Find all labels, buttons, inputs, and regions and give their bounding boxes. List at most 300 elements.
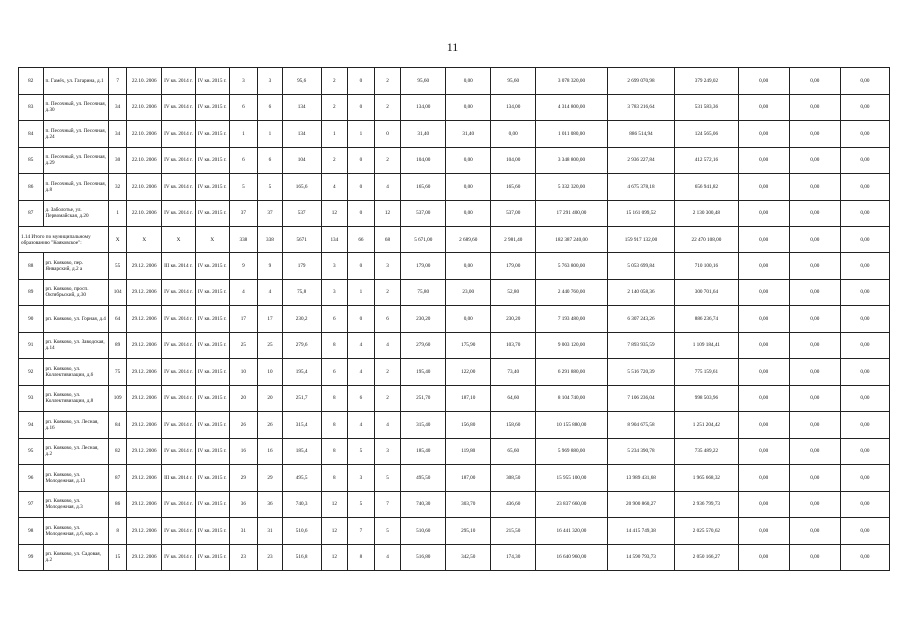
cell-c2: 5 <box>258 174 283 201</box>
cell-area1: 185,4 <box>282 438 321 465</box>
cell-num: 92 <box>19 359 44 386</box>
cell-q2: IV кв. 2015 г. <box>195 465 229 492</box>
cell-z1: 0,00 <box>738 438 789 465</box>
table-row <box>19 465 890 492</box>
cell-n1: 8 <box>321 412 348 439</box>
cell-z3: 0,00 <box>840 332 889 359</box>
cell-s3: 775 159,61 <box>675 359 738 386</box>
cell-address: рп. Кояково, ул. Молодежная, д.6, кор. а <box>43 518 108 545</box>
cell-n2: 0 <box>348 200 375 227</box>
cell-s2: 7 106 236,04 <box>607 385 674 412</box>
cell-num: 87 <box>19 200 44 227</box>
cell-z3: 0,00 <box>840 359 889 386</box>
cell-n2: 6 <box>348 385 375 412</box>
cell-a2: 2 689,60 <box>446 227 491 253</box>
cell-a3: 134,00 <box>491 94 536 121</box>
cell-s3: 735 489,22 <box>675 438 738 465</box>
cell-z2: 0,00 <box>789 253 840 280</box>
cell-s3: 2 936 799,73 <box>675 491 738 518</box>
cell-s2: 5 234 390,78 <box>607 438 674 465</box>
cell-z3: 0,00 <box>840 253 889 280</box>
cell-n2: 0 <box>348 68 375 95</box>
cell-a2: 0,00 <box>446 68 491 95</box>
cell-q2: IV кв. 2015 г. <box>195 306 229 333</box>
cell-z3: 0,00 <box>840 200 889 227</box>
cell-a3: 73,40 <box>491 359 536 386</box>
cell-address: п. Песочный, ул. Песочная, д.24 <box>43 121 108 148</box>
cell-s3: 531 583,36 <box>675 94 738 121</box>
cell-num: 94 <box>19 412 44 439</box>
cell-c1: 36 <box>229 491 258 518</box>
cell-s1: 17 291 400,00 <box>536 200 608 227</box>
cell-c1: 29 <box>229 465 258 492</box>
cell-num: 98 <box>19 518 44 545</box>
cell-z3: 0,00 <box>840 227 889 253</box>
cell-date: 29.12. 2006 <box>127 306 162 333</box>
cell-z2: 0,00 <box>789 121 840 148</box>
cell-date: 22.10. 2006 <box>127 94 162 121</box>
cell-a2: 187,00 <box>446 465 491 492</box>
cell-z2: 0,00 <box>789 359 840 386</box>
cell-n2: 0 <box>348 253 375 280</box>
cell-z1: 0,00 <box>738 147 789 174</box>
cell-a2: 0,00 <box>446 253 491 280</box>
cell-s3: 1 965 668,32 <box>675 465 738 492</box>
cell-n2: 0 <box>348 306 375 333</box>
cell-a3: 174,30 <box>491 544 536 571</box>
cell-z1: 0,00 <box>738 412 789 439</box>
cell-c2: 338 <box>258 227 283 253</box>
cell-a3: 215,50 <box>491 518 536 545</box>
cell-num: 96 <box>19 465 44 492</box>
table-row <box>19 200 890 227</box>
cell-n3: 4 <box>374 174 401 201</box>
cell-date: 29.12. 2006 <box>127 544 162 571</box>
cell-z1: 0,00 <box>738 174 789 201</box>
cell-q2: IV кв. 2015 г. <box>195 253 229 280</box>
cell-c2: 31 <box>258 518 283 545</box>
cell-date: X <box>127 227 162 253</box>
cell-z3: 0,00 <box>840 544 889 571</box>
cell-n3: 68 <box>374 227 401 253</box>
cell-q1: IV кв. 2014 г. <box>162 385 196 412</box>
cell-c1: 25 <box>229 332 258 359</box>
cell-n2: 3 <box>348 465 375 492</box>
cell-q2: IV кв. 2015 г. <box>195 200 229 227</box>
cell-s1: 15 955 100,00 <box>536 465 608 492</box>
table-row <box>19 491 890 518</box>
cell-a2: 122,00 <box>446 359 491 386</box>
cell-s2: 5 516 720,39 <box>607 359 674 386</box>
cell-a1: 315,40 <box>401 412 446 439</box>
cell-c1: 6 <box>229 94 258 121</box>
cell-num: 82 <box>19 68 44 95</box>
cell-n3: 4 <box>374 332 401 359</box>
cell-s1: 2 440 760,00 <box>536 279 608 306</box>
cell-a3: 537,00 <box>491 200 536 227</box>
cell-c2: 6 <box>258 147 283 174</box>
cell-n2: 1 <box>348 279 375 306</box>
cell-address: рп. Кояково, ул. Лесная, д.16 <box>43 412 108 439</box>
cell-s3: 998 503,96 <box>675 385 738 412</box>
cell-z3: 0,00 <box>840 465 889 492</box>
cell-z3: 0,00 <box>840 174 889 201</box>
cell-n1: 12 <box>321 491 348 518</box>
cell-s2: 2 936 227,84 <box>607 147 674 174</box>
cell-a3: 308,50 <box>491 465 536 492</box>
cell-q1: IV кв. 2014 г. <box>162 94 196 121</box>
cell-q2: IV кв. 2015 г. <box>195 544 229 571</box>
cell-s1: 8 104 740,00 <box>536 385 608 412</box>
cell-address: д. Заболотье, ул. Первомайская, д.20 <box>43 200 108 227</box>
cell-s2: 13 989 431,68 <box>607 465 674 492</box>
cell-date: 29.12. 2006 <box>127 332 162 359</box>
table-row <box>19 438 890 465</box>
cell-q2: IV кв. 2015 г. <box>195 121 229 148</box>
cell-c1: 338 <box>229 227 258 253</box>
table-row <box>19 68 890 95</box>
cell-z1: 0,00 <box>738 385 789 412</box>
cell-c1: 23 <box>229 544 258 571</box>
cell-n2: 66 <box>348 227 375 253</box>
cell-q1: IV кв. 2014 г. <box>162 121 196 148</box>
cell-n1: 12 <box>321 544 348 571</box>
total-row <box>19 227 890 253</box>
cell-q1: IV кв. 2014 г. <box>162 412 196 439</box>
cell-num: 91 <box>19 332 44 359</box>
cell-z1: 0,00 <box>738 332 789 359</box>
cell-q1: IV кв. 2014 г. <box>162 306 196 333</box>
cell-area1: 95,6 <box>282 68 321 95</box>
cell-z2: 0,00 <box>789 68 840 95</box>
cell-s2: 2 140 058,36 <box>607 279 674 306</box>
cell-z3: 0,00 <box>840 385 889 412</box>
cell-n1: 2 <box>321 68 348 95</box>
cell-a3: 0,00 <box>491 121 536 148</box>
cell-n2: 1 <box>348 121 375 148</box>
cell-address: п. Песочный, ул. Песочная, д.29 <box>43 147 108 174</box>
cell-q2: IV кв. 2015 г. <box>195 438 229 465</box>
cell-z2: 0,00 <box>789 491 840 518</box>
cell-a2: 156,80 <box>446 412 491 439</box>
cell-address: п. Песочный, ул. Песочная, д.8 <box>43 174 108 201</box>
cell-s2: 5 053 699,84 <box>607 253 674 280</box>
cell-c2: 3 <box>258 68 283 95</box>
cell-n1: 6 <box>321 359 348 386</box>
cell-c2: 36 <box>258 491 283 518</box>
cell-a3: 165,60 <box>491 174 536 201</box>
cell-n3: 5 <box>374 518 401 545</box>
cell-area1: 740,3 <box>282 491 321 518</box>
cell-z2: 0,00 <box>789 200 840 227</box>
cell-n1: 1 <box>321 121 348 148</box>
cell-s3: 656 941,82 <box>675 174 738 201</box>
cell-s2: 3 783 216,64 <box>607 94 674 121</box>
cell-a3: 158,60 <box>491 412 536 439</box>
cell-a3: 436,60 <box>491 491 536 518</box>
cell-a2: 0,00 <box>446 306 491 333</box>
cell-a2: 187,10 <box>446 385 491 412</box>
cell-s1: 182 387 240,00 <box>536 227 608 253</box>
cell-c2: 23 <box>258 544 283 571</box>
cell-q1: IV кв. 2014 г. <box>162 518 196 545</box>
cell-area1: 5671 <box>282 227 321 253</box>
cell-a2: 23,00 <box>446 279 491 306</box>
cell-c1: 5 <box>229 174 258 201</box>
cell-n2: 5 <box>348 491 375 518</box>
cell-year: 7 <box>108 68 126 95</box>
cell-n2: 4 <box>348 412 375 439</box>
cell-c1: 3 <box>229 68 258 95</box>
cell-date: 29.12. 2006 <box>127 412 162 439</box>
cell-q1: IV кв. 2014 г. <box>162 359 196 386</box>
cell-address: рп. Кояково, ул. Молодежная, д.13 <box>43 465 108 492</box>
cell-n2: 5 <box>348 438 375 465</box>
cell-z1: 0,00 <box>738 253 789 280</box>
cell-date: 29.12. 2006 <box>127 253 162 280</box>
table-row <box>19 518 890 545</box>
cell-a1: 251,70 <box>401 385 446 412</box>
cell-z1: 0,00 <box>738 200 789 227</box>
cell-q1: III кв. 2014 г. <box>162 253 196 280</box>
cell-address: рп. Кояково, ул. Молодежная, д.3 <box>43 491 108 518</box>
table-row <box>19 385 890 412</box>
cell-q2: IV кв. 2015 г. <box>195 174 229 201</box>
cell-c1: 6 <box>229 147 258 174</box>
cell-area1: 104 <box>282 147 321 174</box>
cell-n1: 2 <box>321 94 348 121</box>
cell-a2: 31,40 <box>446 121 491 148</box>
cell-date: 22.10. 2006 <box>127 200 162 227</box>
cell-year: 34 <box>108 121 126 148</box>
cell-a1: 510,60 <box>401 518 446 545</box>
cell-q2: IV кв. 2015 г. <box>195 359 229 386</box>
cell-area1: 537 <box>282 200 321 227</box>
cell-q2: IV кв. 2015 г. <box>195 68 229 95</box>
cell-q2: IV кв. 2015 г. <box>195 412 229 439</box>
cell-n1: 8 <box>321 438 348 465</box>
cell-address: рп. Кояково, ул. Горная, д.4 <box>43 306 108 333</box>
cell-z3: 0,00 <box>840 412 889 439</box>
cell-z3: 0,00 <box>840 279 889 306</box>
cell-n2: 8 <box>348 544 375 571</box>
cell-n3: 3 <box>374 253 401 280</box>
cell-date: 22.10. 2006 <box>127 121 162 148</box>
cell-z2: 0,00 <box>789 332 840 359</box>
cell-num: 88 <box>19 253 44 280</box>
cell-s3: 1 109 184,41 <box>675 332 738 359</box>
cell-n3: 2 <box>374 147 401 174</box>
cell-q1: IV кв. 2014 г. <box>162 279 196 306</box>
cell-z3: 0,00 <box>840 306 889 333</box>
cell-s1: 1 011 080,00 <box>536 121 608 148</box>
cell-c1: 37 <box>229 200 258 227</box>
cell-s3: 412 572,16 <box>675 147 738 174</box>
cell-c2: 1 <box>258 121 283 148</box>
cell-a2: 0,00 <box>446 200 491 227</box>
cell-a1: 495,50 <box>401 465 446 492</box>
cell-s1: 3 348 800,00 <box>536 147 608 174</box>
table-row <box>19 253 890 280</box>
cell-a3: 230,20 <box>491 306 536 333</box>
cell-c1: 20 <box>229 385 258 412</box>
cell-address: п. Песочный, ул. Песочная, д.30 <box>43 94 108 121</box>
cell-a1: 230,20 <box>401 306 446 333</box>
cell-date: 22.10. 2006 <box>127 174 162 201</box>
cell-area1: 279,6 <box>282 332 321 359</box>
cell-a2: 303,70 <box>446 491 491 518</box>
cell-a2: 342,50 <box>446 544 491 571</box>
cell-z2: 0,00 <box>789 227 840 253</box>
cell-z3: 0,00 <box>840 94 889 121</box>
cell-area1: 195,4 <box>282 359 321 386</box>
cell-a1: 75,80 <box>401 279 446 306</box>
cell-a3: 2 981,40 <box>491 227 536 253</box>
cell-s2: 15 161 099,52 <box>607 200 674 227</box>
cell-a1: 516,80 <box>401 544 446 571</box>
cell-a3: 103,70 <box>491 332 536 359</box>
cell-n2: 4 <box>348 359 375 386</box>
cell-n1: 8 <box>321 332 348 359</box>
cell-q1: IV кв. 2014 г. <box>162 147 196 174</box>
cell-a2: 175,90 <box>446 332 491 359</box>
cell-date: 29.12. 2006 <box>127 279 162 306</box>
cell-a1: 179,00 <box>401 253 446 280</box>
cell-q2: IV кв. 2015 г. <box>195 279 229 306</box>
cell-area1: 134 <box>282 94 321 121</box>
cell-s2: 886 514,94 <box>607 121 674 148</box>
cell-year: 64 <box>108 306 126 333</box>
cell-q2: IV кв. 2015 г. <box>195 518 229 545</box>
cell-year: 8 <box>108 518 126 545</box>
cell-s1: 6 291 880,00 <box>536 359 608 386</box>
cell-s2: 14 415 749,38 <box>607 518 674 545</box>
cell-area1: 516,8 <box>282 544 321 571</box>
cell-z3: 0,00 <box>840 491 889 518</box>
cell-s1: 5 763 800,00 <box>536 253 608 280</box>
cell-s1: 10 155 880,00 <box>536 412 608 439</box>
cell-s2: 2 699 070,98 <box>607 68 674 95</box>
cell-s3: 379 249,02 <box>675 68 738 95</box>
cell-z2: 0,00 <box>789 279 840 306</box>
cell-n2: 0 <box>348 147 375 174</box>
cell-n2: 7 <box>348 518 375 545</box>
cell-a3: 179,00 <box>491 253 536 280</box>
cell-z2: 0,00 <box>789 465 840 492</box>
cell-z3: 0,00 <box>840 68 889 95</box>
cell-year: 1 <box>108 200 126 227</box>
cell-a2: 0,00 <box>446 174 491 201</box>
cell-n3: 5 <box>374 465 401 492</box>
cell-area1: 165,6 <box>282 174 321 201</box>
cell-s2: 159 917 132,00 <box>607 227 674 253</box>
cell-c2: 16 <box>258 438 283 465</box>
cell-address: рп. Кояково, ул. Лесная, д.2 <box>43 438 108 465</box>
cell-area1: 495,5 <box>282 465 321 492</box>
cell-z1: 0,00 <box>738 121 789 148</box>
cell-z2: 0,00 <box>789 147 840 174</box>
cell-c2: 9 <box>258 253 283 280</box>
cell-c1: 9 <box>229 253 258 280</box>
cell-area1: 251,7 <box>282 385 321 412</box>
cell-address: рп. Кояково, ул. Садовая, д.2 <box>43 544 108 571</box>
cell-c2: 29 <box>258 465 283 492</box>
cell-z1: 0,00 <box>738 491 789 518</box>
cell-z1: 0,00 <box>738 227 789 253</box>
cell-z1: 0,00 <box>738 279 789 306</box>
cell-date: 29.12. 2006 <box>127 385 162 412</box>
cell-s3: 22 470 108,00 <box>675 227 738 253</box>
cell-date: 29.12. 2006 <box>127 518 162 545</box>
cell-date: 29.12. 2006 <box>127 465 162 492</box>
cell-z2: 0,00 <box>789 518 840 545</box>
cell-year: 104 <box>108 279 126 306</box>
cell-z1: 0,00 <box>738 465 789 492</box>
page-number: 11 <box>446 40 459 54</box>
cell-c2: 26 <box>258 412 283 439</box>
cell-num: 99 <box>19 544 44 571</box>
cell-s3: 2 025 570,62 <box>675 518 738 545</box>
table-row <box>19 332 890 359</box>
cell-q1: IV кв. 2014 г. <box>162 68 196 95</box>
cell-area1: 230,2 <box>282 306 321 333</box>
cell-s1: 5 969 880,00 <box>536 438 608 465</box>
cell-area1: 134 <box>282 121 321 148</box>
cell-address: рп. Кояково, ул. Коллективизации, д.8 <box>43 385 108 412</box>
table-row <box>19 359 890 386</box>
cell-n3: 2 <box>374 359 401 386</box>
cell-s3: 124 565,06 <box>675 121 738 148</box>
cell-year: 89 <box>108 332 126 359</box>
cell-n2: 4 <box>348 332 375 359</box>
table-row <box>19 279 890 306</box>
cell-q2: IV кв. 2015 г. <box>195 94 229 121</box>
cell-n3: 2 <box>374 68 401 95</box>
cell-n1: 4 <box>321 174 348 201</box>
cell-s1: 3 078 320,00 <box>536 68 608 95</box>
cell-s2: 6 307 243,26 <box>607 306 674 333</box>
cell-year: 84 <box>108 412 126 439</box>
cell-z1: 0,00 <box>738 359 789 386</box>
table-row <box>19 412 890 439</box>
cell-address: рп. Кояково, пер. Январский, д.2 а <box>43 253 108 280</box>
cell-a2: 119,80 <box>446 438 491 465</box>
cell-a3: 104,00 <box>491 147 536 174</box>
cell-year: 30 <box>108 147 126 174</box>
cell-n1: 8 <box>321 465 348 492</box>
cell-s1: 7 193 480,00 <box>536 306 608 333</box>
cell-z1: 0,00 <box>738 544 789 571</box>
cell-s1: 4 314 800,00 <box>536 94 608 121</box>
cell-num: 83 <box>19 94 44 121</box>
cell-address: рп. Кояково, ул. Коллективизации, д.6 <box>43 359 108 386</box>
cell-year: 55 <box>108 253 126 280</box>
cell-c1: 26 <box>229 412 258 439</box>
cell-num: 89 <box>19 279 44 306</box>
cell-z1: 0,00 <box>738 68 789 95</box>
cell-c1: 10 <box>229 359 258 386</box>
cell-a3: 52,80 <box>491 279 536 306</box>
cell-c2: 4 <box>258 279 283 306</box>
cell-a3: 65,60 <box>491 438 536 465</box>
housing-table <box>18 67 890 571</box>
cell-a1: 195,40 <box>401 359 446 386</box>
cell-q2: IV кв. 2015 г. <box>195 147 229 174</box>
cell-q1: IV кв. 2014 г. <box>162 491 196 518</box>
cell-n3: 4 <box>374 544 401 571</box>
cell-date: 29.12. 2006 <box>127 359 162 386</box>
cell-z1: 0,00 <box>738 94 789 121</box>
